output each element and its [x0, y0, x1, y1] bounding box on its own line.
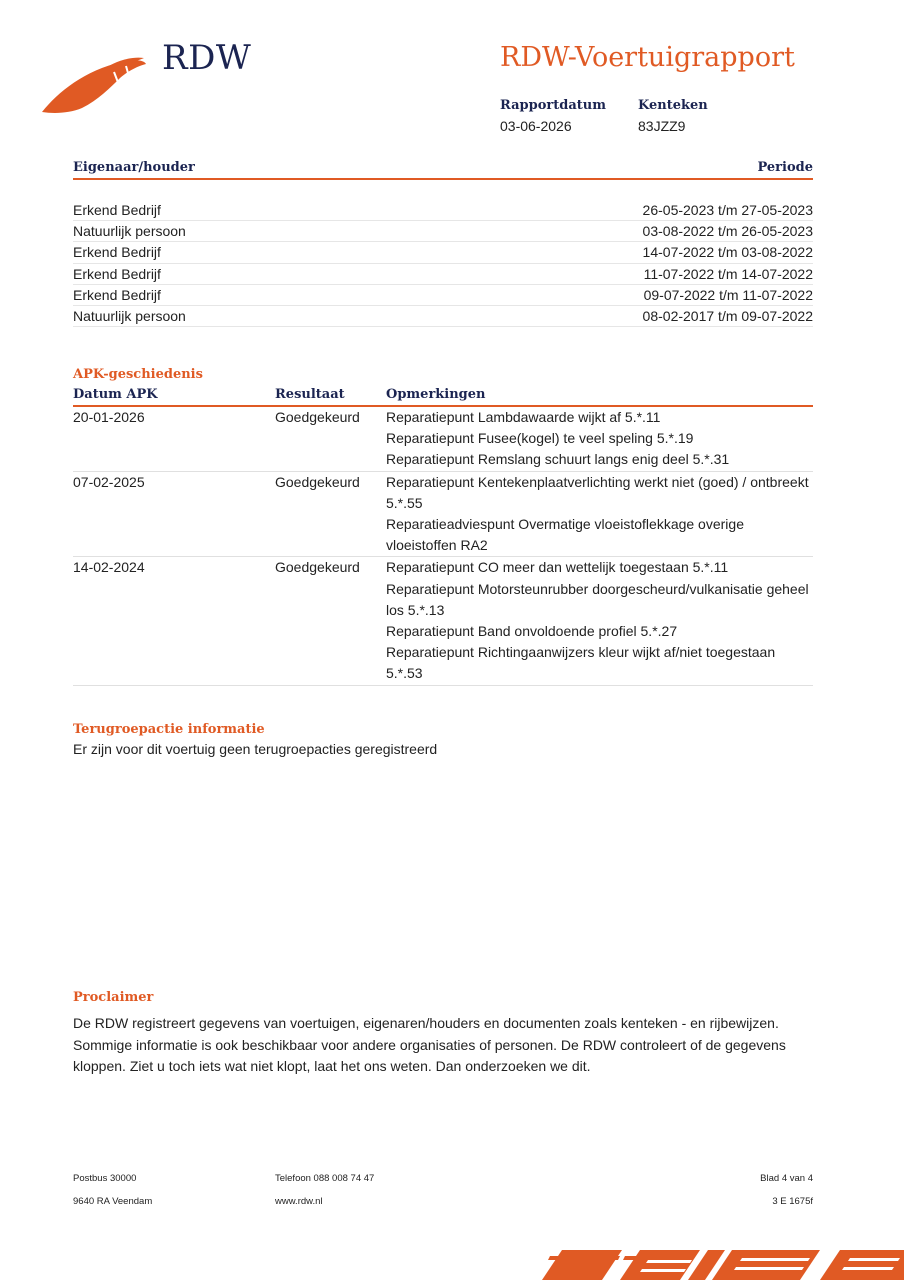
report-title: RDW-Voertuigrapport: [500, 42, 795, 73]
apk-result-cell: Goedgekeurd: [275, 473, 360, 490]
proclaimer-section: [73, 990, 813, 1078]
table-row: [73, 407, 813, 472]
rapportdatum-label: Rapportdatum: [500, 98, 606, 113]
table-row: [73, 242, 813, 263]
kenteken-block: [638, 98, 708, 134]
apk-date-cell: 14-02-2024: [73, 559, 145, 576]
table-row: [73, 472, 813, 558]
remark-item: Reparatiepunt Kentekenplaatverlichting werkt niet (goed) / ontbreekt 5.*.55: [386, 473, 809, 511]
owners-table: [73, 160, 813, 327]
period-cell: 11-07-2022 t/m 14-07-2022: [643, 265, 813, 282]
apk-remarks-cell: [386, 557, 813, 684]
owner-cell: Natuurlijk persoon: [73, 223, 186, 240]
recall-title: Terugroepactie informatie: [73, 722, 265, 737]
kenteken-value: 83JZZ9: [638, 118, 686, 134]
decorative-stripes-icon: [520, 1242, 904, 1280]
apk-section: [73, 367, 813, 686]
table-row: [73, 557, 813, 685]
apk-remarks-cell: [386, 472, 813, 557]
remark-item: Reparatiepunt Richtingaanwijzers kleur wijkt af/niet toegestaan 5.*.53: [386, 644, 776, 682]
table-row: [73, 200, 813, 221]
table-row: [73, 221, 813, 242]
col-result-header: Resultaat: [275, 387, 345, 402]
footer-page: Blad 4 van 4: [760, 1173, 813, 1184]
logo-text: RDW: [162, 38, 252, 78]
apk-header: [73, 387, 813, 407]
table-row: [73, 285, 813, 306]
remark-item: Reparatiepunt Lambdawaarde wijkt af 5.*.11: [386, 409, 661, 425]
remark-item: Reparatiepunt CO meer dan wettelijk toegestaan 5.*.11: [386, 559, 729, 576]
apk-result-cell: Goedgekeurd: [275, 409, 360, 425]
period-cell: 03-08-2022 t/m 26-05-2023: [642, 223, 813, 240]
apk-title: APK-geschiedenis: [73, 367, 203, 382]
table-row: [73, 306, 813, 327]
owners-header: [73, 160, 813, 180]
remark-item: Reparatieadviespunt Overmatige vloeistoflekkage overige vloeistoffen RA2: [386, 516, 744, 554]
proclaimer-title: Proclaimer: [73, 990, 154, 1005]
footer-phone: Telefoon 088 008 74 47: [275, 1173, 375, 1184]
col-date-header: Datum APK: [73, 387, 158, 402]
period-cell: 08-02-2017 t/m 09-07-2022: [642, 307, 813, 324]
rapportdatum-value: 03-06-2026: [500, 118, 572, 134]
table-row: [73, 264, 813, 285]
remark-item: Reparatiepunt Motorsteunrubber doorgescheurd/vulkanisatie geheel los 5.*.13: [386, 580, 809, 618]
proclaimer-text: De RDW registreert gegevens van voertuigen, eigenaren/houders en documenten zoals kenteken - en rijbewijzen. Sommige informatie is ook beschikbaar voor andere organisaties of personen. De RDW controleert of de gegevens kloppen. Ziet u toch iets wat niet klopt, laat het ons weten. Dan onderzoeken we dit.: [73, 1015, 786, 1074]
rapportdatum-block: [500, 98, 606, 134]
recall-text: Er zijn voor dit voertuig geen terugroepacties geregistreerd: [73, 741, 438, 757]
col-owner-header: Eigenaar/houder: [73, 160, 195, 175]
owner-cell: Natuurlijk persoon: [73, 307, 186, 324]
footer-city: 9640 RA Veendam: [73, 1196, 153, 1207]
footer-website[interactable]: www.rdw.nl: [275, 1196, 323, 1207]
apk-remarks-cell: [386, 407, 813, 471]
kenteken-label: Kenteken: [638, 98, 708, 113]
apk-date-cell: 20-01-2026: [73, 409, 145, 425]
footer-code: 3 E 1675f: [772, 1196, 813, 1207]
recall-section: [73, 722, 813, 757]
period-cell: 26-05-2023 t/m 27-05-2023: [642, 202, 813, 218]
col-period-header: Periode: [757, 160, 813, 175]
col-remarks-header: Opmerkingen: [386, 387, 486, 402]
apk-date-cell: 07-02-2025: [73, 473, 145, 490]
period-cell: 14-07-2022 t/m 03-08-2022: [642, 244, 813, 261]
owner-cell: Erkend Bedrijf: [73, 286, 161, 303]
owner-cell: Erkend Bedrijf: [73, 202, 161, 218]
owner-cell: Erkend Bedrijf: [73, 265, 161, 282]
remark-item: Reparatiepunt Fusee(kogel) te veel speling 5.*.19: [386, 430, 694, 447]
owner-cell: Erkend Bedrijf: [73, 244, 161, 261]
apk-result-cell: Goedgekeurd: [275, 559, 360, 576]
remark-item: Reparatiepunt Band onvoldoende profiel 5.*.27: [386, 623, 678, 640]
period-cell: 09-07-2022 t/m 11-07-2022: [643, 286, 813, 303]
footer-postbus: Postbus 30000: [73, 1173, 137, 1184]
remark-item: Reparatiepunt Remslang schuurt langs enig deel 5.*.31: [386, 451, 730, 468]
